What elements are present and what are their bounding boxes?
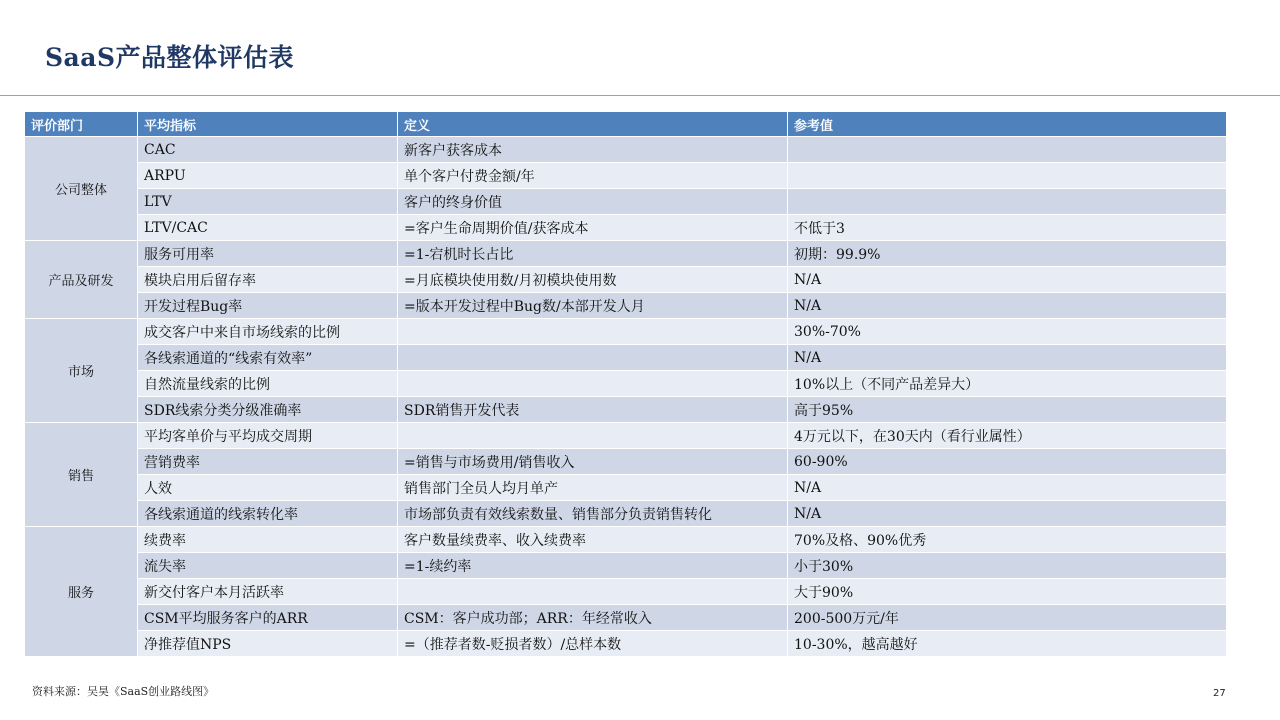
table-row: [25, 189, 1227, 215]
metric-cell: ARPU: [138, 163, 398, 189]
definition-cell: [398, 423, 788, 449]
definition-cell: 单个客户付费金额/年: [398, 163, 788, 189]
metric-cell: 营销费率: [138, 449, 398, 475]
table-row: [25, 319, 1227, 345]
metric-cell: 新交付客户本月活跃率: [138, 579, 398, 605]
definition-cell: =版本开发过程中Bug数/本部开发人月: [398, 293, 788, 319]
ref-cell: [788, 137, 1227, 163]
definition-cell: [398, 371, 788, 397]
ref-cell: 10-30%，越高越好: [788, 631, 1227, 657]
metric-cell: 成交客户中来自市场线索的比例: [138, 319, 398, 345]
table-row: [25, 215, 1227, 241]
table-row: [25, 267, 1227, 293]
metric-cell: 模块启用后留存率: [138, 267, 398, 293]
metric-cell: 平均客单价与平均成交周期: [138, 423, 398, 449]
table-row: [25, 241, 1227, 267]
table-row: [25, 423, 1227, 449]
ref-cell: N/A: [788, 475, 1227, 501]
definition-cell: =客户生命周期价值/获客成本: [398, 215, 788, 241]
table-row: [25, 293, 1227, 319]
definition-cell: =（推荐者数-贬损者数）/总样本数: [398, 631, 788, 657]
metric-cell: CAC: [138, 137, 398, 163]
source-note: 资料来源：吴昊《SaaS创业路线图》: [32, 685, 215, 698]
table-row: [25, 501, 1227, 527]
ref-cell: N/A: [788, 293, 1227, 319]
ref-cell: 200-500万元/年: [788, 605, 1227, 631]
table-row: [25, 527, 1227, 553]
table-row: [25, 449, 1227, 475]
ref-cell: [788, 189, 1227, 215]
dept-cell: 服务: [25, 527, 138, 657]
ref-cell: 4万元以下，在30天内（看行业属性）: [788, 423, 1227, 449]
ref-cell: 10%以上（不同产品差异大）: [788, 371, 1227, 397]
ref-cell: N/A: [788, 345, 1227, 371]
table-row: [25, 605, 1227, 631]
metric-cell: 自然流量线索的比例: [138, 371, 398, 397]
definition-cell: =月底模块使用数/月初模块使用数: [398, 267, 788, 293]
definition-cell: SDR销售开发代表: [398, 397, 788, 423]
metric-cell: LTV/CAC: [138, 215, 398, 241]
definition-cell: [398, 579, 788, 605]
ref-cell: [788, 163, 1227, 189]
metric-cell: 各线索通道的线索转化率: [138, 501, 398, 527]
dept-cell: 公司整体: [25, 137, 138, 241]
ref-cell: 高于95%: [788, 397, 1227, 423]
header-metric: 平均指标: [138, 112, 398, 137]
table-row: [25, 579, 1227, 605]
table-row: [25, 137, 1227, 163]
dept-cell: 产品及研发: [25, 241, 138, 319]
header-dept: 评价部门: [25, 112, 138, 137]
definition-cell: =1-续约率: [398, 553, 788, 579]
ref-cell: N/A: [788, 267, 1227, 293]
definition-cell: [398, 345, 788, 371]
table-row: [25, 631, 1227, 657]
definition-cell: 客户的终身价值: [398, 189, 788, 215]
table-row: [25, 397, 1227, 423]
title-divider: [0, 95, 1280, 96]
metric-cell: 服务可用率: [138, 241, 398, 267]
ref-cell: 初期：99.9%: [788, 241, 1227, 267]
dept-cell: 销售: [25, 423, 138, 527]
definition-cell: 客户数量续费率、收入续费率: [398, 527, 788, 553]
ref-cell: 30%-70%: [788, 319, 1227, 345]
metric-cell: 净推荐值NPS: [138, 631, 398, 657]
ref-cell: 70%及格、90%优秀: [788, 527, 1227, 553]
table-row: [25, 371, 1227, 397]
metric-cell: SDR线索分类分级准确率: [138, 397, 398, 423]
header-reference: 参考值: [788, 112, 1227, 137]
metric-cell: 各线索通道的“线索有效率”: [138, 345, 398, 371]
definition-cell: =销售与市场费用/销售收入: [398, 449, 788, 475]
ref-cell: N/A: [788, 501, 1227, 527]
metric-cell: 开发过程Bug率: [138, 293, 398, 319]
metric-cell: 人效: [138, 475, 398, 501]
metric-cell: 流失率: [138, 553, 398, 579]
table-row: [25, 345, 1227, 371]
metric-cell: LTV: [138, 189, 398, 215]
definition-cell: [398, 319, 788, 345]
table-body: [25, 137, 1227, 657]
table-row: [25, 163, 1227, 189]
metric-cell: 续费率: [138, 527, 398, 553]
ref-cell: 60-90%: [788, 449, 1227, 475]
evaluation-table: [24, 111, 1227, 657]
header-definition: 定义: [398, 112, 788, 137]
page-number: 27: [1213, 688, 1226, 699]
ref-cell: 小于30%: [788, 553, 1227, 579]
table-header-row: [25, 112, 1227, 137]
table-row: [25, 553, 1227, 579]
table-row: [25, 475, 1227, 501]
definition-cell: =1-宕机时长占比: [398, 241, 788, 267]
ref-cell: 大于90%: [788, 579, 1227, 605]
dept-cell: 市场: [25, 319, 138, 423]
definition-cell: 销售部门全员人均月单产: [398, 475, 788, 501]
page-title: SaaS产品整体评估表: [45, 43, 295, 72]
metric-cell: CSM平均服务客户的ARR: [138, 605, 398, 631]
ref-cell: 不低于3: [788, 215, 1227, 241]
definition-cell: 新客户获客成本: [398, 137, 788, 163]
definition-cell: CSM：客户成功部；ARR：年经常收入: [398, 605, 788, 631]
definition-cell: 市场部负责有效线索数量、销售部分负责销售转化: [398, 501, 788, 527]
